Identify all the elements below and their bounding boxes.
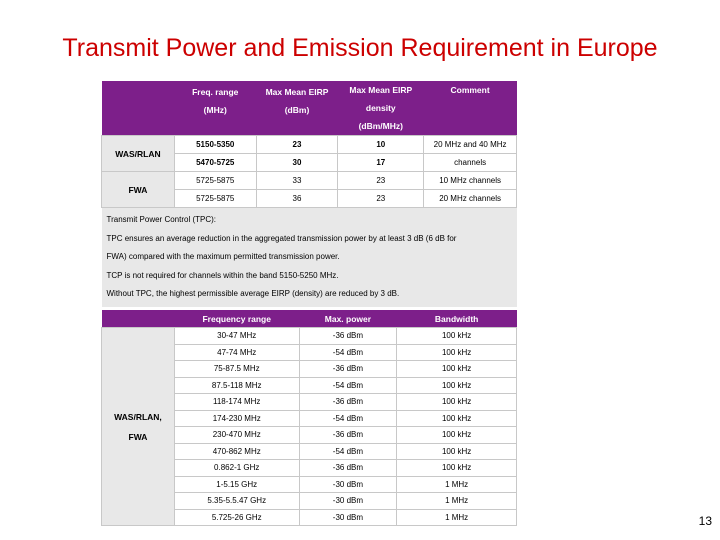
table-cell: -30 dBm <box>299 493 397 510</box>
group-line: WAS/RLAN, <box>114 411 162 422</box>
group-label: FWA <box>102 172 175 208</box>
table-cell: -36 dBm <box>299 460 397 477</box>
table-cell: 100 kHz <box>397 328 517 345</box>
emission-header-freq: Frequency range <box>174 310 299 328</box>
header-line: density <box>365 103 396 113</box>
table-cell: 0.862-1 GHz <box>174 460 299 477</box>
emission-header-power: Max. power <box>299 310 397 328</box>
table-cell: channels <box>424 154 517 172</box>
table-cell: 30-47 MHz <box>174 328 299 345</box>
table-cell: -36 dBm <box>299 394 397 411</box>
slide-title: Transmit Power and Emission Requirement in Europe <box>62 34 658 62</box>
table-cell: 100 kHz <box>397 377 517 394</box>
table-cell: 87.5-118 MHz <box>174 377 299 394</box>
eirp-table <box>101 81 517 307</box>
group-label: WAS/RLAN <box>102 136 175 172</box>
table-cell: 23 <box>338 172 424 190</box>
table-cell: 20 MHz and 40 MHz <box>424 136 517 154</box>
table-cell: 100 kHz <box>397 460 517 477</box>
table-cell: 100 kHz <box>397 344 517 361</box>
table-cell: 75-87.5 MHz <box>174 361 299 378</box>
tpc-notes-row <box>102 208 517 307</box>
table-cell: 5725-5875 <box>174 190 256 208</box>
emission-header-blank <box>102 310 175 328</box>
table-cell: -54 dBm <box>299 443 397 460</box>
eirp-header-row <box>102 81 517 136</box>
note-line: TPC ensures an average reduction in the aggregated transmission power by at least 3 dB (6 dB for <box>106 233 457 243</box>
emission-header-row <box>102 310 517 328</box>
tpc-notes <box>102 208 517 307</box>
eirp-header-density <box>338 81 424 136</box>
emission-header-bandwidth: Bandwidth <box>397 310 517 328</box>
table-row <box>102 136 517 154</box>
header-line: Max Mean EIRP <box>265 87 329 97</box>
table-cell: -54 dBm <box>299 377 397 394</box>
table-cell: 100 kHz <box>397 361 517 378</box>
table-cell: 10 <box>338 136 424 154</box>
table-cell: 20 MHz channels <box>424 190 517 208</box>
note-line: Without TPC, the highest permissible average EIRP (density) are reduced by 3 dB. <box>106 289 400 298</box>
table-cell: 30 <box>256 154 338 172</box>
eirp-header-freq <box>174 81 256 136</box>
emission-table <box>101 310 517 526</box>
note-line: Transmit Power Control (TPC): <box>106 215 216 224</box>
table-cell: -36 dBm <box>299 328 397 345</box>
eirp-header-comment <box>424 81 517 136</box>
group-label <box>102 328 175 526</box>
table-cell: 1-5.15 GHz <box>174 476 299 493</box>
table-cell: 23 <box>256 136 338 154</box>
group-line: FWA <box>128 431 148 442</box>
header-line: (dBm/MHz) <box>358 121 403 131</box>
table-cell: 33 <box>256 172 338 190</box>
table-cell: 174-230 MHz <box>174 410 299 427</box>
table-cell: 23 <box>338 190 424 208</box>
table-cell: 5.725-26 GHz <box>174 509 299 526</box>
table-cell: -36 dBm <box>299 361 397 378</box>
table-cell: -30 dBm <box>299 476 397 493</box>
eirp-header-max-eirp <box>256 81 338 136</box>
table-cell: 1 MHz <box>397 493 517 510</box>
table-cell: 17 <box>338 154 424 172</box>
table-cell: 5725-5875 <box>174 172 256 190</box>
note-line: TCP is not required for channels within the band 5150-5250 MHz. <box>106 270 339 280</box>
header-line: (MHz) <box>203 105 227 115</box>
table-cell: 36 <box>256 190 338 208</box>
table-cell: 47-74 MHz <box>174 344 299 361</box>
table-cell: 5470-5725 <box>174 154 256 172</box>
header-line: Comment <box>450 85 490 95</box>
header-line: Freq. range <box>192 87 239 97</box>
note-line: FWA) compared with the maximum permitted transmission power. <box>106 252 340 261</box>
header-line: (dBm) <box>284 105 310 115</box>
header-line: Max Mean EIRP <box>349 85 413 95</box>
table-cell: 100 kHz <box>397 410 517 427</box>
table-cell: 230-470 MHz <box>174 427 299 444</box>
table-cell: -54 dBm <box>299 410 397 427</box>
eirp-header-blank <box>102 81 175 136</box>
table-cell: 100 kHz <box>397 394 517 411</box>
page-number: 13 <box>698 514 712 528</box>
table-row <box>102 172 517 190</box>
table-cell: 1 MHz <box>397 509 517 526</box>
table-row <box>102 328 517 345</box>
table-cell: 100 kHz <box>397 427 517 444</box>
table-cell: 100 kHz <box>397 443 517 460</box>
table-cell: -54 dBm <box>299 344 397 361</box>
table-cell: -30 dBm <box>299 509 397 526</box>
table-cell: 5.35-5.5.47 GHz <box>174 493 299 510</box>
table-cell: 10 MHz channels <box>424 172 517 190</box>
table-cell: 1 MHz <box>397 476 517 493</box>
table-cell: 470-862 MHz <box>174 443 299 460</box>
table-cell: 5150-5350 <box>174 136 256 154</box>
table-cell: 118-174 MHz <box>174 394 299 411</box>
table-cell: -36 dBm <box>299 427 397 444</box>
